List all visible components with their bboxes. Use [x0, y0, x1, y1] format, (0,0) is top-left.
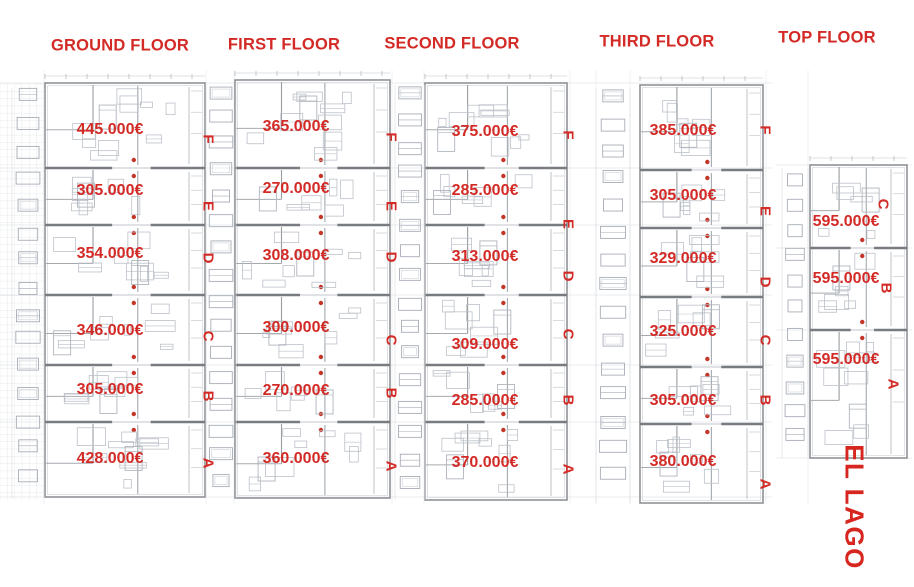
price-second-f: 375.000€ — [451, 123, 519, 140]
unit-letter-first-a: A — [382, 460, 400, 472]
price-ground-a: 428.000€ — [76, 450, 144, 467]
price-first-a: 360.000€ — [262, 450, 330, 467]
unit-letter-ground-d: D — [199, 252, 217, 264]
unit-letter-second-a: A — [559, 463, 577, 475]
price-third-d: 329.000€ — [649, 250, 717, 267]
price-second-e: 285.000€ — [451, 182, 519, 199]
unit-letter-ground-c: C — [199, 330, 217, 342]
unit-letter-second-f: F — [559, 130, 577, 140]
unit-letter-first-f: F — [382, 132, 400, 142]
price-third-f: 385.000€ — [649, 122, 717, 139]
project-title: EL LAGO — [839, 444, 870, 570]
floor-header-top: TOP FLOOR — [778, 28, 876, 47]
unit-letter-third-f: F — [756, 125, 774, 135]
price-third-b: 305.000€ — [649, 392, 717, 409]
price-top-a: 595.000€ — [812, 351, 880, 368]
price-ground-f: 445.000€ — [76, 121, 144, 138]
unit-letter-ground-e: E — [199, 200, 217, 212]
floor-header-second: SECOND FLOOR — [384, 34, 520, 53]
unit-letter-third-a: A — [756, 478, 774, 490]
price-second-a: 370.000€ — [451, 454, 519, 471]
unit-letter-first-b: B — [382, 387, 400, 399]
price-ground-d: 354.000€ — [76, 245, 144, 262]
floor-header-ground: GROUND FLOOR — [50, 36, 190, 55]
price-ground-c: 346.000€ — [76, 322, 144, 339]
price-first-b: 270.000€ — [262, 382, 330, 399]
unit-letter-top-c: C — [874, 198, 892, 210]
price-first-e: 270.000€ — [262, 180, 330, 197]
price-first-c: 300.000€ — [262, 319, 330, 336]
unit-letter-third-c: C — [756, 334, 774, 346]
unit-letter-top-a: A — [884, 378, 902, 390]
floor-header-third: THIRD FLOOR — [599, 32, 715, 51]
price-second-c: 309.000€ — [451, 336, 519, 353]
unit-letter-second-b: B — [559, 394, 577, 406]
unit-letter-first-e: E — [382, 200, 400, 212]
unit-letter-second-c: C — [559, 328, 577, 340]
unit-letter-first-c: C — [382, 334, 400, 346]
unit-letter-top-b: B — [877, 282, 895, 294]
price-top-b: 595.000€ — [812, 270, 880, 287]
price-second-d: 313.000€ — [451, 248, 519, 265]
price-ground-e: 305.000€ — [76, 182, 144, 199]
price-second-b: 285.000€ — [451, 392, 519, 409]
unit-letter-first-d: D — [382, 251, 400, 263]
price-third-a: 380.000€ — [649, 453, 717, 470]
price-ground-b: 305.000€ — [76, 381, 144, 398]
unit-letter-third-e: E — [756, 205, 774, 217]
floor-header-first: FIRST FLOOR — [227, 35, 341, 54]
unit-letter-second-e: E — [559, 218, 577, 230]
unit-letter-second-d: D — [559, 270, 577, 282]
unit-letter-ground-a: A — [199, 457, 217, 469]
unit-letter-third-d: D — [756, 276, 774, 288]
price-top-c: 595.000€ — [812, 213, 880, 230]
unit-letter-third-b: B — [756, 394, 774, 406]
price-first-f: 365.000€ — [262, 118, 330, 135]
unit-letter-ground-b: B — [199, 390, 217, 402]
unit-letter-ground-f: F — [199, 134, 217, 144]
price-first-d: 308.000€ — [262, 247, 330, 264]
price-third-c: 325.000€ — [649, 323, 717, 340]
price-third-e: 305.000€ — [649, 187, 717, 204]
